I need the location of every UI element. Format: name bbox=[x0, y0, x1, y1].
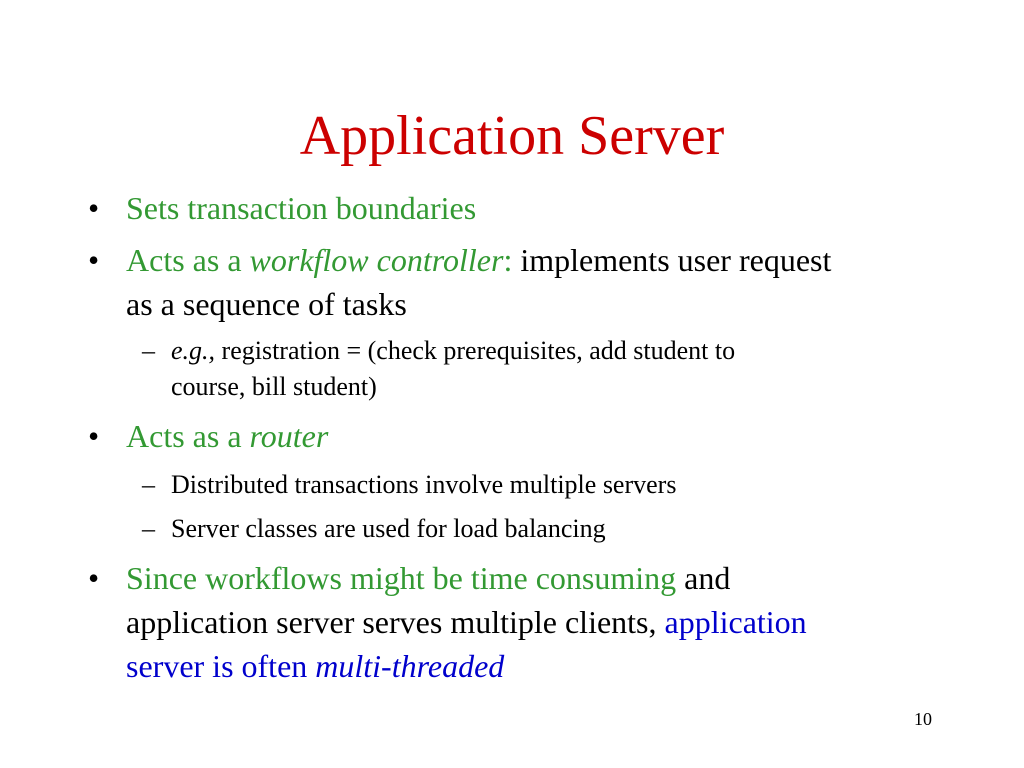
bullet-marker: • bbox=[88, 242, 100, 278]
dash-marker: – bbox=[142, 470, 155, 499]
sub-bullet-text: Distributed transactions involve multiple servers bbox=[171, 470, 677, 499]
bullet-text-line3: server is often bbox=[126, 648, 316, 684]
bullet-text-rest: implements user request bbox=[512, 242, 832, 278]
sub-bullet-text-line2: course, bill student) bbox=[171, 372, 377, 401]
bullet-text bbox=[126, 556, 1006, 688]
bullet-marker: • bbox=[88, 190, 100, 226]
dash-marker: – bbox=[142, 336, 155, 365]
sub-bullet-text-italic: e.g., bbox=[171, 336, 216, 365]
bullet-text-line3-emphasis: multi-threaded bbox=[315, 648, 505, 684]
page-number: 10 bbox=[914, 709, 932, 729]
slide-title: Application Server bbox=[299, 105, 725, 167]
bullet-text-emphasis: workflow controller bbox=[249, 242, 504, 278]
bullet-marker: • bbox=[88, 560, 100, 596]
bullet-text-emphasis: router bbox=[249, 418, 329, 454]
sub-bullet-text-line1: registration = (check prerequisites, add student to bbox=[215, 336, 736, 365]
bullet-text-lead: Acts as a bbox=[126, 242, 250, 278]
bullet-text-line2: application server serves multiple clients, bbox=[126, 604, 665, 640]
bullet-text-lead: Acts as a bbox=[126, 418, 250, 454]
dash-marker: – bbox=[142, 514, 155, 543]
bullet-text-and: and bbox=[676, 560, 731, 596]
sub-bullet-text bbox=[171, 333, 991, 405]
bullet-text-colon: : bbox=[503, 242, 513, 278]
bullet-text: Sets transaction boundaries bbox=[126, 190, 477, 226]
bullet-text-line2: as a sequence of tasks bbox=[126, 286, 407, 322]
bullet-text bbox=[126, 414, 1006, 458]
bullet-text bbox=[126, 238, 1006, 326]
bullet-marker: • bbox=[88, 418, 100, 454]
sub-bullet-text: Server classes are used for load balancing bbox=[171, 514, 606, 543]
bullet-text-lead: Since workflows might be time consuming bbox=[126, 560, 677, 596]
bullet-text-line2-highlight: application bbox=[664, 604, 807, 640]
